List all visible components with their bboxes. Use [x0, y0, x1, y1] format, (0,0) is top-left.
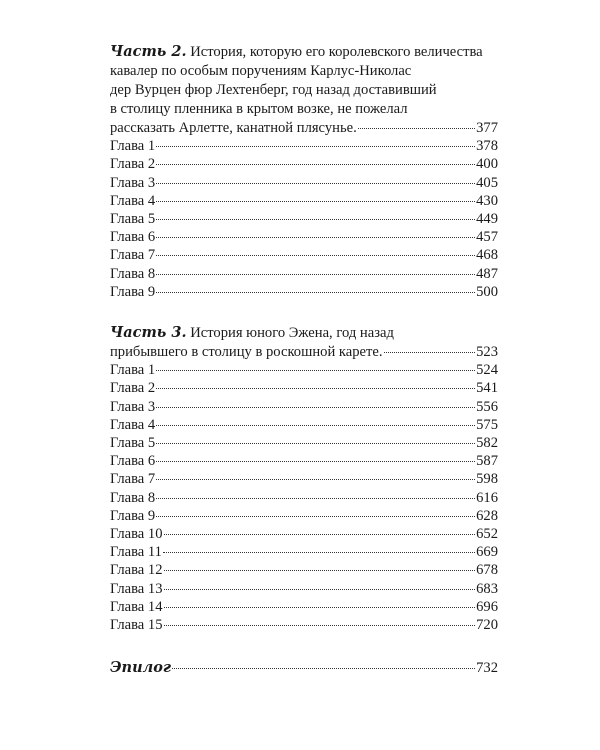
chapter-label: Глава 11 — [110, 544, 162, 561]
chapter-page-number: 468 — [476, 247, 498, 264]
leader-dots — [156, 164, 475, 165]
part2-title-line-1: История, которую его королевского величества — [190, 44, 483, 60]
chapter-page-number: 541 — [476, 380, 498, 397]
leader-dots — [156, 388, 475, 389]
chapter-entry[interactable] — [110, 361, 498, 379]
chapter-label: Глава 10 — [110, 526, 163, 543]
chapter-page-number: 678 — [476, 562, 498, 579]
chapter-label: Глава 13 — [110, 580, 163, 597]
part3-heading[interactable] — [110, 323, 498, 343]
section-spacer — [110, 301, 498, 323]
chapter-label: Глава 2 — [110, 380, 156, 397]
chapter-entry[interactable] — [110, 155, 498, 173]
part2-chapter-list — [110, 137, 498, 301]
chapter-page-number: 378 — [476, 138, 498, 155]
chapter-label: Глава 12 — [110, 562, 163, 579]
chapter-label: Глава 2 — [110, 156, 156, 173]
chapter-entry[interactable] — [110, 434, 498, 452]
epilog-entry[interactable] — [110, 659, 498, 677]
chapter-entry[interactable] — [110, 525, 498, 543]
chapter-page-number: 669 — [476, 544, 498, 561]
part2-heading[interactable] — [110, 42, 498, 62]
epilog-page-number: 732 — [476, 660, 498, 677]
leader-dots — [384, 352, 476, 353]
part2-title-line-4: в столицу пленника в крытом возке, не пожелал — [110, 101, 408, 117]
part3-section — [110, 323, 498, 634]
chapter-label: Глава 7 — [110, 471, 156, 488]
chapter-label: Глава 6 — [110, 229, 156, 246]
chapter-entry[interactable] — [110, 228, 498, 246]
chapter-label: Глава 5 — [110, 211, 156, 228]
chapter-entry[interactable] — [110, 489, 498, 507]
part2-label: Часть 2. — [110, 43, 187, 60]
part2-page-number: 377 — [476, 120, 498, 136]
chapter-entry[interactable] — [110, 265, 498, 283]
chapter-label: Глава 3 — [110, 398, 156, 415]
leader-dots — [156, 370, 475, 371]
chapter-page-number: 652 — [476, 526, 498, 543]
chapter-label: Глава 14 — [110, 598, 163, 615]
chapter-page-number: 430 — [476, 192, 498, 209]
chapter-label: Глава 6 — [110, 453, 156, 470]
chapter-page-number: 696 — [476, 598, 498, 615]
leader-dots — [156, 516, 475, 517]
part3-chapter-list — [110, 361, 498, 634]
part3-label: Часть 3. — [110, 324, 187, 342]
table-of-contents — [110, 42, 498, 677]
chapter-page-number: 400 — [476, 156, 498, 173]
part2-title-line-2: кавалер по особым поручениям Карлус-Николас — [110, 63, 412, 79]
leader-dots — [156, 498, 475, 499]
epilog-label: Эпилог — [110, 659, 172, 677]
leader-dots — [156, 219, 475, 220]
part2-title-last-line[interactable] — [110, 119, 498, 137]
leader-dots — [164, 534, 476, 535]
leader-dots — [156, 425, 475, 426]
leader-dots — [163, 552, 475, 553]
chapter-entry[interactable] — [110, 246, 498, 264]
part3-title-line-2: прибывшего в столицу в роскошной карете. — [110, 344, 383, 361]
chapter-page-number: 457 — [476, 229, 498, 246]
chapter-entry[interactable] — [110, 210, 498, 228]
chapter-entry[interactable] — [110, 398, 498, 416]
part2-title-line-3: дер Вурцен фюр Лехтенберг, год назад доставивший — [110, 82, 437, 98]
chapter-entry[interactable] — [110, 174, 498, 192]
chapter-page-number: 582 — [476, 435, 498, 452]
part3-page-number: 523 — [476, 344, 498, 361]
chapter-page-number: 616 — [476, 489, 498, 506]
leader-dots — [164, 570, 476, 571]
part2-title-line-5: рассказать Арлетте, канатной плясунье. — [110, 120, 357, 136]
chapter-label: Глава 8 — [110, 265, 156, 282]
leader-dots — [156, 255, 475, 256]
leader-dots — [164, 625, 476, 626]
leader-dots — [156, 461, 475, 462]
chapter-entry[interactable] — [110, 379, 498, 397]
part2-section — [110, 42, 498, 301]
leader-dots — [156, 201, 475, 202]
leader-dots — [156, 274, 475, 275]
part3-title-line-1: История юного Эжена, год назад — [190, 325, 394, 342]
leader-dots — [164, 589, 476, 590]
chapter-entry[interactable] — [110, 470, 498, 488]
chapter-label: Глава 4 — [110, 416, 156, 433]
leader-dots — [172, 668, 475, 669]
chapter-label: Глава 9 — [110, 507, 156, 524]
leader-dots — [156, 146, 475, 147]
chapter-entry[interactable] — [110, 283, 498, 301]
chapter-page-number: 487 — [476, 265, 498, 282]
chapter-page-number: 628 — [476, 507, 498, 524]
chapter-page-number: 500 — [476, 283, 498, 300]
chapter-label: Глава 8 — [110, 489, 156, 506]
chapter-label: Глава 7 — [110, 247, 156, 264]
chapter-page-number: 598 — [476, 471, 498, 488]
chapter-page-number: 405 — [476, 174, 498, 191]
chapter-entry[interactable] — [110, 452, 498, 470]
chapter-entry[interactable] — [110, 561, 498, 579]
chapter-entry[interactable] — [110, 598, 498, 616]
chapter-label: Глава 15 — [110, 617, 163, 634]
chapter-label: Глава 1 — [110, 138, 156, 155]
leader-dots — [156, 292, 475, 293]
chapter-page-number: 556 — [476, 398, 498, 415]
leader-dots — [358, 128, 475, 129]
chapter-entry[interactable] — [110, 616, 498, 634]
chapter-page-number: 575 — [476, 416, 498, 433]
section-spacer — [110, 634, 498, 659]
part3-title-last-line[interactable] — [110, 343, 498, 361]
chapter-label: Глава 4 — [110, 192, 156, 209]
chapter-entry[interactable] — [110, 416, 498, 434]
chapter-page-number: 524 — [476, 362, 498, 379]
leader-dots — [156, 237, 475, 238]
chapter-entry[interactable] — [110, 580, 498, 598]
chapter-page-number: 720 — [476, 617, 498, 634]
leader-dots — [164, 607, 476, 608]
leader-dots — [156, 407, 475, 408]
chapter-label: Глава 3 — [110, 174, 156, 191]
chapter-label: Глава 1 — [110, 362, 156, 379]
chapter-label: Глава 5 — [110, 435, 156, 452]
leader-dots — [156, 479, 475, 480]
chapter-page-number: 683 — [476, 580, 498, 597]
chapter-entry[interactable] — [110, 192, 498, 210]
chapter-page-number: 587 — [476, 453, 498, 470]
chapter-entry[interactable] — [110, 543, 498, 561]
chapter-entry[interactable] — [110, 507, 498, 525]
chapter-entry[interactable] — [110, 137, 498, 155]
chapter-label: Глава 9 — [110, 283, 156, 300]
chapter-page-number: 449 — [476, 211, 498, 228]
leader-dots — [156, 183, 475, 184]
leader-dots — [156, 443, 475, 444]
